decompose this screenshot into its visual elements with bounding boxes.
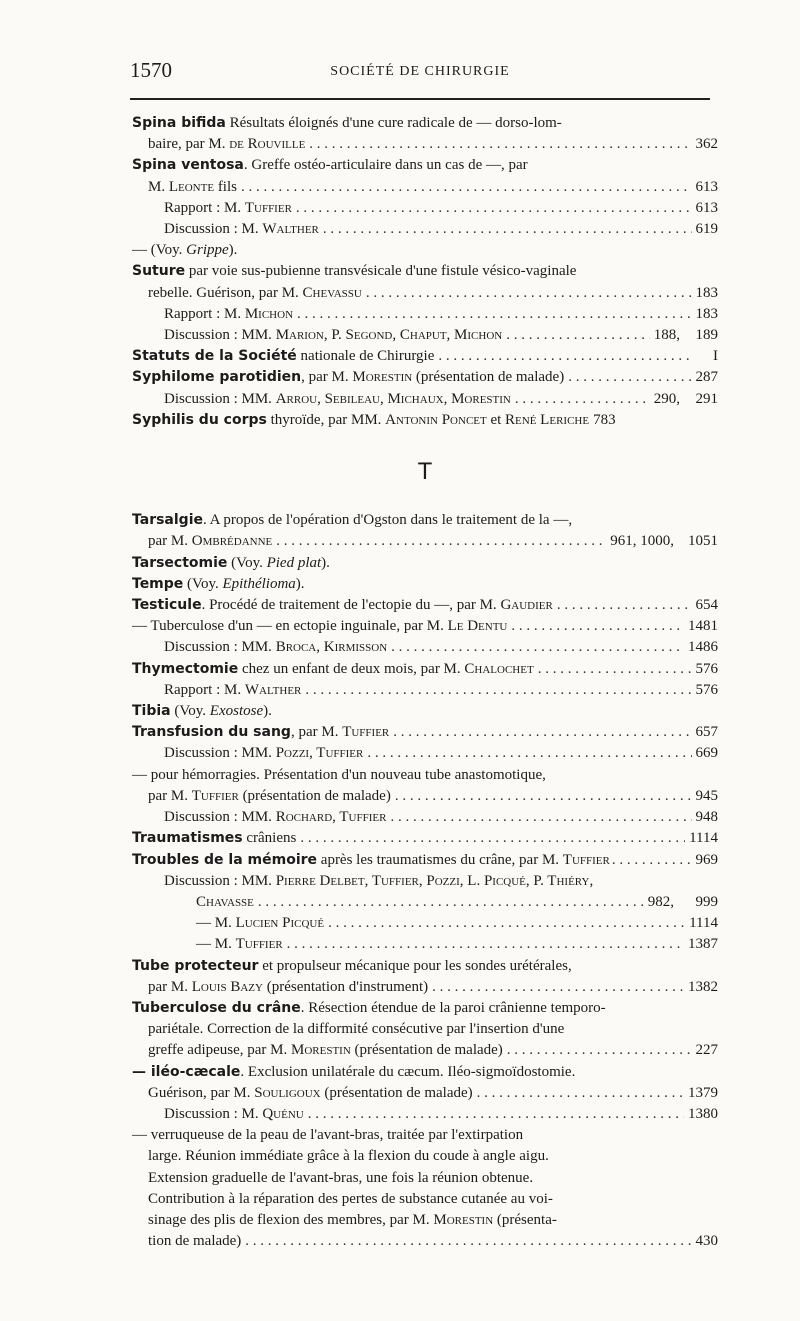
sub-label: — M. [196,915,232,932]
sub-label: Discussion : M. [164,1105,259,1122]
page-ref: 619 [695,221,718,238]
cross-ref: Epithélioma [222,575,296,592]
entry-syphilis [132,410,718,431]
sub-label: Rapport : M. [164,305,242,322]
page-ref: 999 [695,893,718,910]
entry-text: — verruqueuse de la peau de l'avant-bras, traitée par l'extirpation [132,1127,524,1144]
entry-head: — iléo-cæcale [132,1063,241,1080]
author-name: Walther [244,681,302,698]
page-header [130,58,710,88]
entry-text: (présentation de malade) [415,369,565,386]
entry-traumatismes [132,828,718,849]
entry-syphilome [132,367,718,409]
author-name: Tuffier [562,851,610,868]
entry-head: Spina bifida [132,115,226,131]
author-name: Tuffier [342,724,390,741]
sub-label: Discussion : MM. [164,327,272,344]
entry-head: Tuberculose du crâne [132,999,301,1016]
author-name: Leonte [168,178,215,195]
entry-text: après les traumatismes du crâne, par M. [320,851,560,868]
page-ref: 945 [695,787,718,804]
page-ref: 576 [695,681,718,698]
author-name: Tuffier [244,199,292,216]
header-rule [130,98,710,100]
entry-text: (présentation d'instrument) [266,978,429,995]
entry-text: (présentation de malade) [242,787,391,804]
page-ref: 961, 1000, [610,533,674,550]
running-head: SOCIÉTÉ DE CHIRURGIE [330,64,510,79]
page-ref: 1114 [689,830,718,847]
cross-ref: Pied plat [266,554,322,571]
author-name: Rochard, Tuffier [275,809,387,826]
see-also: (Voy. [231,554,263,571]
entry-tarsalgie [132,510,718,552]
entry-spina-bifida [132,113,718,155]
sub-label: Discussion : MM. [164,872,272,889]
page-ref: 1114 [689,915,718,932]
author-name: Gaudier [500,597,553,614]
page-ref: 287 [695,369,718,386]
author-name: Le Dentu [447,618,508,635]
entry-text: et [490,411,502,428]
section-letter: T [417,458,433,486]
entry-head: Suture [132,263,186,280]
entry-text: Guérison, par M. [148,1084,251,1101]
entry-head: Statuts de la Société [132,348,297,365]
entry-text: tion de malade) [148,1233,242,1250]
entry-text: Résultats éloignés d'une cure radicale de — dorso-lom- [229,115,562,131]
author-name: Pozzi, Tuffier [275,745,364,762]
page-ref: 783 [593,411,616,428]
entry-head: Testicule [132,597,202,614]
entry-head: Syphilome parotidien [132,369,302,386]
author-name: Quénu [262,1105,304,1122]
entry-text: pariétale. Correction de la difformité consécutive par l'insertion d'une [148,1021,565,1038]
entry-text: , par M. [301,369,349,386]
author-name: Lucien Picqué [235,915,325,932]
entry-text: . Résection étendue de la paroi crânienne temporo- [300,999,606,1016]
page-ref: 291 [695,390,718,407]
page-ref: 1380 [688,1105,718,1122]
page-ref: 1379 [688,1084,718,1101]
entry-text: . Greffe ostéo-articulaire dans un cas de —, par [243,157,528,174]
entry-head: Spina ventosa [132,157,244,174]
page-ref: 183 [695,284,718,301]
entry-statuts [132,346,718,367]
author-name: Chevassu [302,284,362,301]
author-name: Morestin [291,1042,351,1059]
entry-text: . A propos de l'opération d'Ogston dans le traitement de la —, [203,512,573,529]
sub-label: — M. [196,936,232,953]
entry-head: Thymectomie [132,660,239,677]
page-ref: 654 [695,597,718,614]
page-ref: 576 [695,660,718,677]
author-name: Marion, P. Segond, Chaput, Michon [275,327,503,344]
page-ref: 613 [695,178,718,195]
author-name: Souligoux [254,1084,321,1101]
sub-label: Discussion : MM. [164,639,272,656]
sub-label: Discussion : MM. [164,809,272,826]
author-name: Morestin [433,1211,494,1228]
page-ref: 1387 [688,936,718,953]
page-ref: 969 [695,851,718,868]
see-also: — (Voy. [132,242,183,259]
entry-suture [132,261,718,346]
page-ref: 657 [695,724,718,741]
author-name: Morestin [352,369,413,386]
author-name: Antonin Poncet [385,411,487,428]
author-name: de Rouville [229,136,306,153]
author-name: Tuffier [235,936,283,953]
entry-text: fils [217,178,237,195]
page-ref: I [713,348,718,365]
entry-troubles [132,850,718,956]
entry-text: par voie sus-pubienne transvésicale d'une fistule vésico-vaginale [188,263,577,280]
page-ref: 613 [695,199,718,216]
author-name: Michon [244,305,294,322]
sub-label: Discussion : MM. [164,745,272,762]
page-ref: 188, [653,327,680,344]
entry-text: , par M. [290,724,339,741]
cross-ref: Exostose [209,703,264,720]
author-name: Louis Bazy [191,978,263,995]
entry-tuberculose [132,998,718,1252]
see-also: ). [263,703,272,720]
page-ref: 1481 [688,618,718,635]
entry-text: baire, par M. [148,136,226,153]
entry-text: (présentation de malade) [324,1084,473,1101]
sub-label: Rapport : M. [164,681,242,698]
entry-tarsectomie [132,553,718,574]
author-name: René Leriche [505,411,590,428]
entry-text: Extension graduelle de l'avant-bras, une fois la réunion obtenue. [148,1169,534,1186]
sub-label: Rapport : M. [164,199,242,216]
page-ref: 948 [695,809,718,826]
entry-text: thyroïde, par MM. [270,411,382,428]
entry-text: sinage des plis de flexion des membres, par M. [148,1211,430,1228]
entry-text: — pour hémorragies. Présentation d'un nouveau tube anastomotique, [132,766,546,783]
entry-testicule [132,595,718,659]
page-ref: 362 [695,136,718,153]
entry-text: . Exclusion unilatérale du cæcum. Iléo-sigmoïdostomie. [240,1063,576,1080]
author-name: Ombrédanne [191,533,273,550]
sub-label: Discussion : M. [164,221,259,238]
author-name: Tuffier [191,787,239,804]
entry-text: greffe adipeuse, par M. [148,1042,288,1059]
entry-transfusion [132,722,718,828]
author-name: Walther [262,221,319,238]
entry-text: par M. [148,978,188,995]
page-ref: 183 [695,305,718,322]
author-name: Pierre Delbet, Tuffier, Pozzi, L. Picqué, P. Thiéry, [275,872,594,889]
entry-head: Tibia [132,703,171,720]
entry-text: rebelle. Guérison, par M. [148,284,299,301]
entry-head: Troubles de la mémoire [132,851,318,868]
page-ref: 669 [695,745,718,762]
page-ref: 1486 [688,639,718,656]
entry-text: large. Réunion immédiate grâce à la flexion du coude à angle aigu. [148,1148,549,1165]
entry-text: chez un enfant de deux mois, par M. [241,660,461,677]
entry-text: et propulseur mécanique pour les sondes urétérales, [262,957,572,974]
entry-thymectomie [132,659,718,701]
see-also: (Voy. [187,575,219,592]
entry-head: Tempe [132,575,184,592]
entry-text: crâniens [246,830,297,847]
see-also: ). [321,554,330,571]
entry-head: Transfusion du sang [132,724,291,741]
see-also: ). [295,575,305,592]
author-name: Chalochet [464,660,534,677]
see-also: ). [228,242,238,259]
entry-tibia [132,701,718,722]
entry-text: nationale de Chirurgie [300,348,435,365]
index-content [132,113,718,1252]
entry-tube-protecteur [132,956,718,998]
page-ref: 189 [695,327,718,344]
entry-head: Syphilis du corps [132,411,267,428]
author-name: Arrou, Sebileau, Michaux, Morestin [275,390,511,407]
entry-text: . Procédé de traitement de l'ectopie du —, par M. [201,597,497,614]
entry-text: (présenta- [496,1211,557,1228]
page-ref: 227 [695,1042,718,1059]
entry-head: Traumatismes [132,830,243,847]
entry-spina-ventosa [132,155,718,261]
entry-head: Tube protecteur [132,957,259,974]
see-also: (Voy. [174,703,207,720]
page-ref: 982, [647,893,674,910]
entry-text: Contribution à la réparation des pertes de substance cutanée au voi- [148,1190,553,1207]
entry-text: par M. [148,787,188,804]
page-ref: 1051 [688,533,718,550]
entry-text: (présentation de malade) [354,1042,503,1059]
author-name: Chavasse [196,893,254,910]
entry-text: par M. [148,533,188,550]
cross-ref: Grippe [186,242,229,259]
entry-text: M. [148,178,166,195]
page-ref: 430 [695,1233,718,1250]
sub-label: Discussion : MM. [164,390,272,407]
entry-text: — Tuberculose d'un — en ectopie inguinale, par M. [132,618,444,635]
page-ref: 1382 [688,978,718,995]
page-ref: 290, [653,390,680,407]
entry-head: Tarsalgie [132,512,203,529]
entry-head: Tarsectomie [132,554,228,571]
entry-tempe [132,574,718,595]
author-name: Broca, Kirmisson [275,639,388,656]
page-number: 1570 [130,58,172,82]
